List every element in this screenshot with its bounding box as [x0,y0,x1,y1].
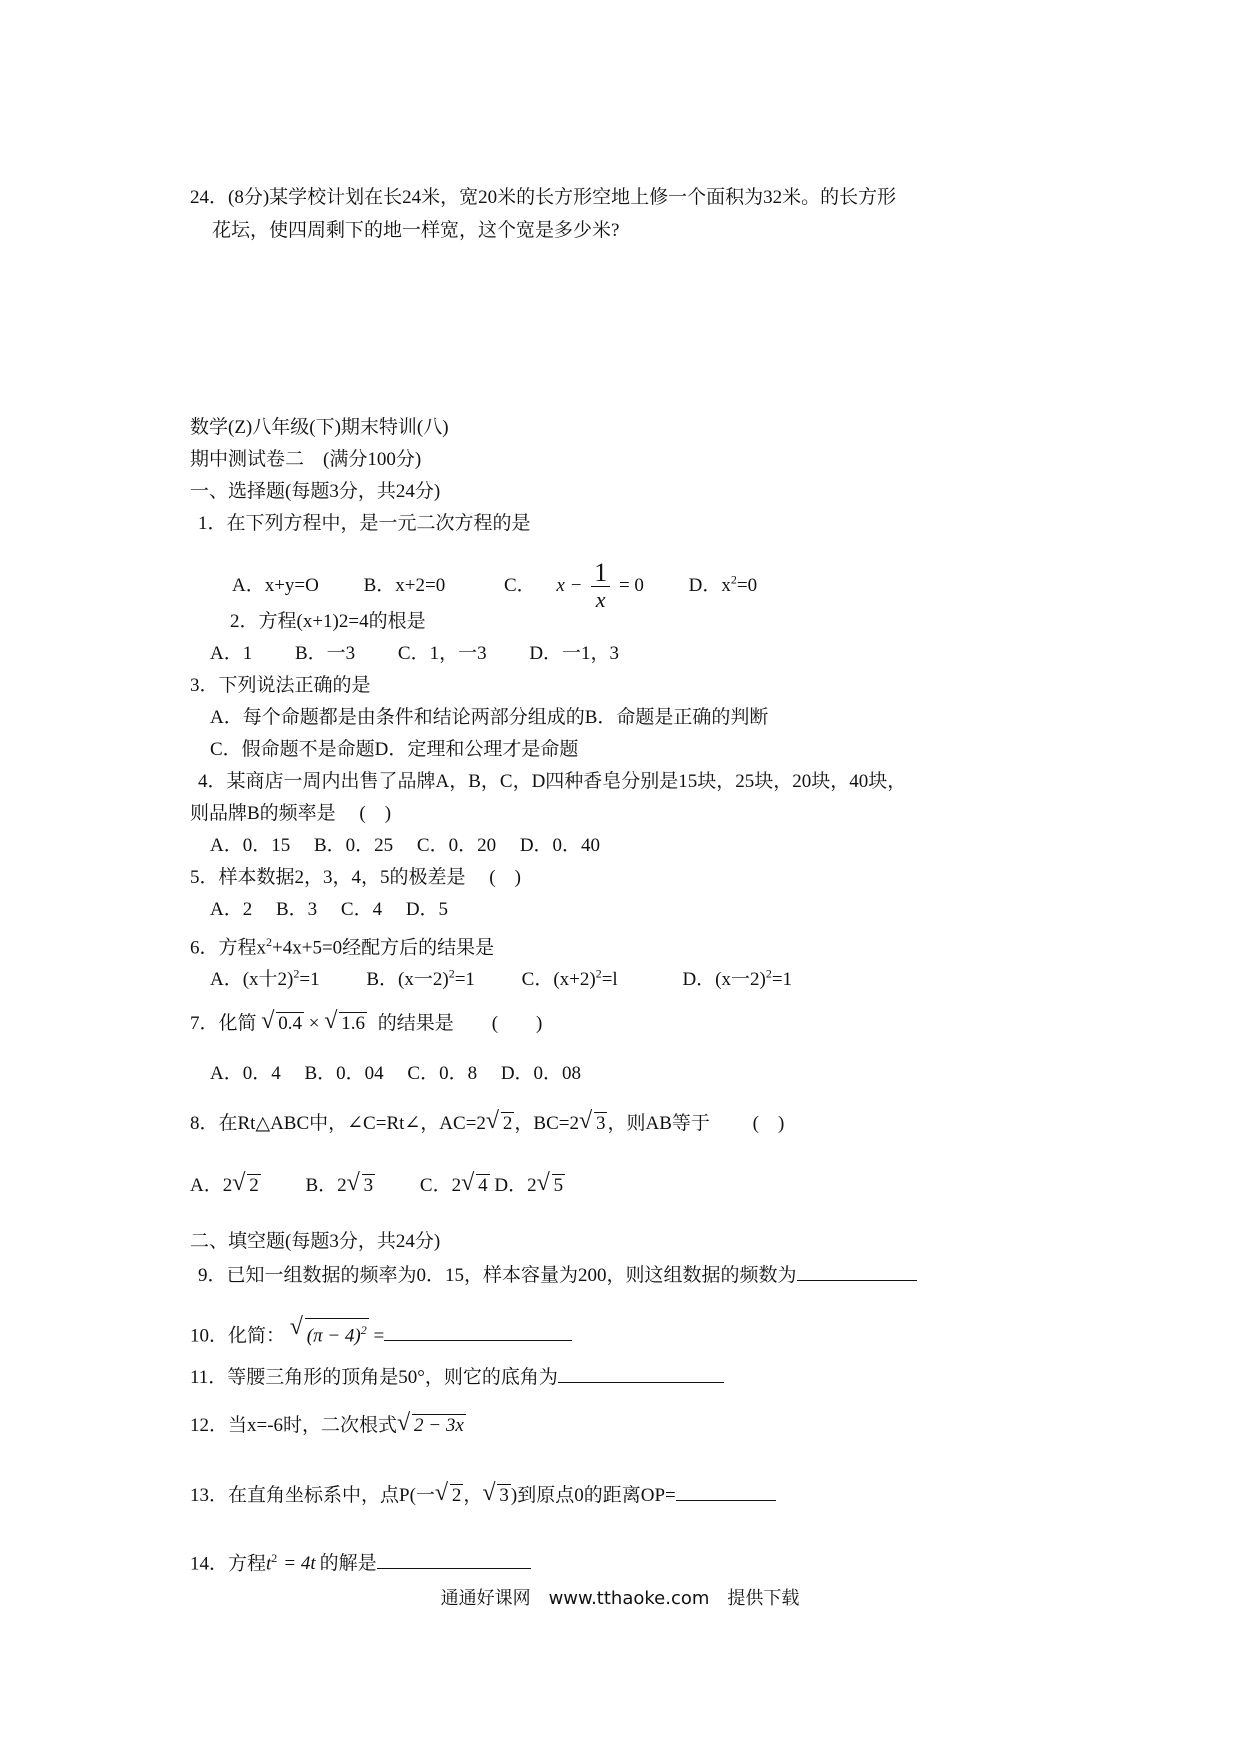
q2-options: A．1 B．一3 C．1，一3 D．一1，3 [210,643,620,664]
q3-line2: C．假命题不是命题D．定理和公理才是命题 [210,739,579,760]
q9-stem: 9．已知一组数据的频率为0．15，样本容量为200，则这组数据的频数为 [198,1262,917,1288]
q6-options [210,962,792,992]
q1-option-c-x: x − [556,574,583,596]
q11-stem: 11．等腰三角形的顶角是50°，则它的底角为 [190,1364,724,1390]
q8-sqrt-bc: √ 3 [581,1112,608,1136]
q2-stem: 2．方程(x+1)2=4的根是 [230,611,426,632]
q1-option-b: B．x+2=0 [363,574,446,596]
q5-stem: 5．样本数据2，3，4，5的极差是 ( ) [190,867,521,888]
q12-stem: 12．当x=-6时，二次根式√ 2 − 3x [190,1414,466,1438]
q10-stem: 10．化简： √ $(\pi - 4)^2$ = [190,1318,572,1348]
q13-answer-blank [676,1482,776,1501]
q12-sqrt: √ 2 − 3x [399,1414,466,1438]
q6-option-c: C．$(x+2)^2=l$ [521,967,618,991]
q3-line1: A．每个命题都是由条件和结论两部分组成的B．命题是正确的判断 [210,707,769,728]
q10-answer-blank [384,1322,572,1341]
q14-answer-blank [377,1550,531,1569]
q13-sqrt-2: √ 3 [484,1484,511,1508]
page-title: 数学(Z)八年级(下)期末特训(八) [190,417,449,438]
q1-stem: 1．在下列方程中，是一元二次方程的是 [198,513,531,534]
page-footer: 通通好课网 www.tthaoke.com 提供下载 [440,1588,800,1609]
q1-fraction-numerator: 1 [591,560,610,587]
q1-option-c-label: C． [503,574,536,596]
section-1-heading: 一、选择题(每题3分，共24分) [190,481,441,502]
q1-options [232,560,757,613]
q7-sqrt-1: √ 0.4 [263,1012,304,1036]
q8-option-a: A．2√ 2 [190,1175,261,1196]
q8-sqrt-ac: √ 2 [488,1112,515,1136]
q6-option-d: D．(x一2)$^2$=1 [682,967,793,991]
q10-sqrt: √ $(\pi - 4)^2$ [292,1318,369,1348]
q5-options: A．2 B．3 C．4 D．5 [210,899,449,920]
q4-options: A．0．15 B．0．25 C．0．20 D．0．40 [210,835,601,856]
q7-options: A．0．4 B．0．04 C．0．8 D．0．08 [210,1063,582,1084]
q7-stem: 7．化简 √ 0.4 × √ 1.6 的结果是 ( ) [190,1012,542,1036]
q8-options [190,1174,565,1198]
page-subtitle: 期中测试卷二 (满分100分) [190,449,422,470]
q1-option-d: D．$x^2=0$ [688,572,758,596]
q9-answer-blank [797,1262,917,1281]
q8-option-c: C．2√ 4 [420,1175,490,1196]
q3-stem: 3．下列说法正确的是 [190,675,371,696]
q14-stem: 14．方程$t^2 = 4t$ 的解是 [190,1546,531,1576]
q11-answer-blank [558,1364,724,1383]
q1-option-c-eq: = 0 [618,574,644,596]
q1-fraction-denominator: x [595,587,606,612]
section-2-heading: 二、填空题(每题3分，共24分) [190,1231,441,1252]
q6-option-a: A．(x十2)$^2$=1 [210,967,320,991]
q8-option-d: D．2√ 5 [494,1175,565,1196]
q4-stem: 4．某商店一周内出售了品牌A，B，C，D四种香皂分别是15块，25块，20块，40块， [198,771,907,792]
q24-line1: 24．(8分)某学校计划在长24米，宽20米的长方形空地上修一个面积为32米。的长方形 [190,187,897,208]
q13-stem: 13．在直角坐标系中，点P(一√ 2 ，√ 3 )到原点0的距离OP= [190,1482,776,1508]
q7-sqrt-2: √ 1.6 [326,1012,367,1036]
q6-option-b: B．(x一2)$^2$=1 [366,967,475,991]
q8-stem: 8．在Rt△ABC中，∠C=Rt∠，AC=2√ 2 ，BC=2√ 3 ，则AB等于 ( ) [190,1112,784,1136]
q1-option-a: A．x+y=O [232,574,319,596]
q8-option-b: B．2√ 3 [305,1175,375,1196]
q6-stem: 6．方程$x^2+4x+5=0$经配方后的结果是 [190,935,495,959]
q1-fraction [591,560,610,613]
q4-line2: 则品牌B的频率是 ( ) [190,803,392,824]
q24-line2: 花坛，使四周剩下的地一样宽，这个宽是多少米? [212,220,620,241]
q13-sqrt-1: √ 2 [437,1484,464,1508]
